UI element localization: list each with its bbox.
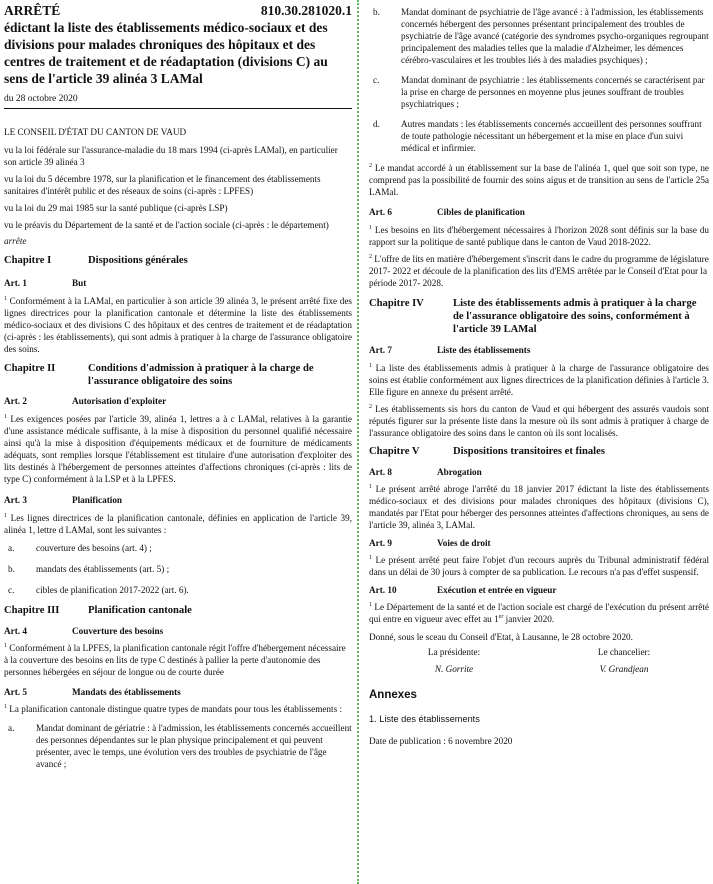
list-item: a. Mandat dominant de gériatrie : à l'admission, les établissements concernés accueillent des personnes dépendantes sur le plan physique principalement et qui peuvent présenter, avec le temps, une évolution vers des troubles de psychiatrie de l'âge avancé ;: [8, 723, 352, 769]
left-column: [4, 0, 352, 884]
header-row: [4, 2, 352, 19]
article-2-text: $^1$ Les exigences posées par l'article 39, alinéa 1, lettres a à c LAMal, relatives à la garantie d'une assistance médicale suffisante, à la mise à disposition du personnel qualifié nécessaire ainsi qu'à la mise à disposition d'équipements médicaux et de fourniture de médicaments adéquats, sont remplies lorsque l'établissement est titulaire d'une autorisation d'exploiter des lits destinés à l'hébergement de personnes atteintes d'affections chroniques (ci-après : lits de type C) conformément à la LSP et à la LPFES.: [4, 413, 353, 484]
article-2-heading: Art. 2 Autorisation d'exploiter: [4, 396, 167, 406]
list-item: b. Mandat dominant de psychiatrie de l'âge avancé : à l'admission, les établissements concernés hébergent des personnes présentant principalement des troubles de psychiatrie de l'âge avancé (catégorie des syndromes psycho-organiques regroupant principalement des maladies telles que la maladie d'Alzheimer, les démences cérébro-vasculaires et les troubles liés à des maladies psychiques) ;: [373, 7, 709, 65]
document-type: ARRÊTÉ: [4, 3, 61, 18]
signature-names: [369, 663, 709, 675]
article-7-para-1: $^1$ La liste des établissements admis à pratiquer à la charge de l'assurance obligatoire des soins est établie conformément aux lignes directrices de la planification définies à l'article 3. Elle figure en annexe du présent arrêté.: [369, 362, 709, 397]
article-7-heading: Art. 7 Liste des établissements: [369, 345, 531, 355]
preamble-vu-2: vu la loi du 5 décembre 1978, sur la planification et le financement des établissements sanitaires d'intérêt public et des réseaux de soins (ci-après : LPFES): [4, 174, 321, 196]
annexes-title: Annexes: [369, 689, 417, 701]
article-7-para-2: $^2$ Les établissements sis hors du canton de Vaud et qui hébergent des assurés vaudois sont réputés figurer sur la présente liste dans la mesure où ils sont admis à pratiquer à charge de l'assurance obligatoire des soins dans le canton où ils sont localisés.: [369, 403, 710, 438]
signature-given: Donné, sous le sceau du Conseil d'Etat, à Lausanne, le 28 octobre 2020.: [369, 632, 633, 642]
publication-date: Date de publication : 6 novembre 2020: [369, 736, 513, 746]
chapter-2-heading: Chapitre II Conditions d'admission à pratiquer à la charge de l'assurance obligatoire des soins: [4, 363, 314, 387]
document-title: édictant la liste des établissements médico-sociaux et des divisions pour malades chroniques des hôpitaux et des centres de traitement et de réadaptation (divisions C) au sens de l'article 39 alinéa 3 LAMal: [4, 20, 328, 86]
article-6-para-1: $^1$ Les besoins en lits d'hébergement nécessaires à l'horizon 2028 sont définis sur la base du rapport sur la politique de santé publique dans le canton de Vaud 2018-2022.: [369, 224, 710, 247]
president-label: La présidente:: [427, 647, 481, 657]
authority: LE CONSEIL D'ÉTAT DU CANTON DE VAUD: [4, 127, 187, 137]
article-9-text: $^1$ Le présent arrêté peut faire l'objet d'un recours auprès du Tribunal administratif fédéral dans un délai de 30 jours à compter de sa publication. Le recours n'a pas d'effet suspensif.: [369, 554, 709, 577]
document-number: 810.30.281020.1: [260, 3, 352, 18]
annex-item: 1. Liste des établissements: [369, 714, 480, 724]
list-item: a. couverture des besoins (art. 4) ;: [8, 543, 152, 553]
list-item: c. Mandat dominant de psychiatrie : les établissements concernés se caractérisent par la prise en charge de personnes en moyenne plus jeunes souffrant de troubles psychiatriques ;: [373, 75, 705, 109]
article-10-heading: Art. 10 Exécution et entrée en vigueur: [369, 585, 557, 595]
list-item: b. mandats des établissements (art. 5) ;: [8, 564, 170, 574]
list-item: c. cibles de planification 2017-2022 (art. 6).: [8, 585, 189, 595]
preamble-vu-1: vu la loi fédérale sur l'assurance-maladie du 18 mars 1994 (ci-après LAMal), en particulier son article 39 alinéa 3: [4, 145, 338, 167]
list-item: d. Autres mandats : les établissements concernés accueillent des personnes souffrant de toute pathologie nécessitant un hébergement et la mise en place d'un suivi médical et infirmier.: [373, 119, 702, 153]
preamble-vu-4: vu le préavis du Département de la santé et de l'action sociale (ci-après : le département): [4, 220, 329, 230]
article-8-heading: Art. 8 Abrogation: [369, 467, 482, 477]
right-column: [369, 0, 709, 884]
article-5-heading: Art. 5 Mandats des établissements: [4, 687, 181, 697]
article-5-para-2: $^2$ Le mandat accordé à un établissement sur la base de l'alinéa 1, quel que soit son type, ne comprend pas la possibilité de fournir des soins aigus et de transition au sens de l'article 25a LAMal.: [369, 162, 710, 197]
column-divider: [357, 0, 359, 884]
article-6-para-2: $^2$ L'offre de lits en matière d'hébergement s'inscrit dans le cadre du programme de législature 2017- 2022 et découle de la planification des lits d'EMS arrêtée par le Conseil d'Etat pour la période 2017- 2028.: [369, 253, 709, 288]
chapter-3-heading: Chapitre III Planification cantonale: [4, 605, 192, 616]
preamble-arrete: arrête: [4, 236, 27, 246]
chancellor-label: Le chancelier:: [597, 647, 651, 657]
article-1-heading: Art. 1 But: [4, 278, 87, 288]
signature-labels: [369, 646, 709, 658]
article-6-heading: Art. 6 Cibles de planification: [369, 207, 525, 217]
document-date: du 28 octobre 2020: [4, 94, 352, 109]
article-5-text: $^1$ La planification cantonale distingue quatre types de mandats pour tous les établissements :: [4, 703, 342, 714]
preamble-vu-3: vu la loi du 29 mai 1985 sur la santé publique (ci-après LSP): [4, 203, 228, 213]
chapter-5-heading: Chapitre V Dispositions transitoires et finales: [369, 446, 605, 457]
article-9-heading: Art. 9 Voies de droit: [369, 538, 491, 548]
article-1-text: $^1$ Conformément à la LAMal, en particulier à son article 39 alinéa 3, le présent arrêté fixe des lignes directrices pour la planification cantonale et détermine la liste des établissements médico-sociaux et des divisions C des hôpitaux et des centres de traitement et de réadaptation (ci-après : les établissements), qui sont admis à pratiquer à la charge de l'assurance obligatoire des soins.: [4, 295, 353, 354]
president-name: N. Gorrite: [434, 664, 474, 674]
article-4-heading: Art. 4 Couverture des besoins: [4, 626, 164, 636]
article-3-heading: Art. 3 Planification: [4, 495, 123, 505]
chapter-4-heading: Chapitre IV Liste des établissements admis à pratiquer à la charge de l'assurance obligatoire des soins, conformément à l'article 39 LAMal: [369, 298, 697, 335]
article-10-text: $^1$ Le Département de la santé et de l'action sociale est chargé de l'exécution du présent arrêté qui entre en vigueur avec effet au 1er janvier 2020.: [369, 601, 709, 624]
article-8-text: $^1$ Le présent arrêté abroge l'arrêté du 18 janvier 2017 édictant la liste des établissements médico-sociaux et des divisions pour malades chroniques des hôpitaux (divisions C), mandatés par l'Etat pour héberger des personnes atteintes d'affections chroniques, au sens de l'article 39, alinéa 3, LAMal.: [369, 483, 710, 530]
article-4-text: $^1$ Conformément à la LPFES, la planification cantonale régit l'offre d'hébergement nécessaire à la couverture des besoins en lits de type C destinés à pallier la perte d'autonomie des personnes hébergées en séjour de longue ou de courte durée: [4, 642, 346, 677]
article-3-text: $^1$ Les lignes directrices de la planification cantonale, définies en application de l'article 39, alinéa 1, lettre d LAMal, sont les suivantes :: [4, 512, 352, 535]
chapter-1-heading: Chapitre I Dispositions générales: [4, 255, 188, 266]
chancellor-name: V. Grandjean: [599, 664, 649, 674]
